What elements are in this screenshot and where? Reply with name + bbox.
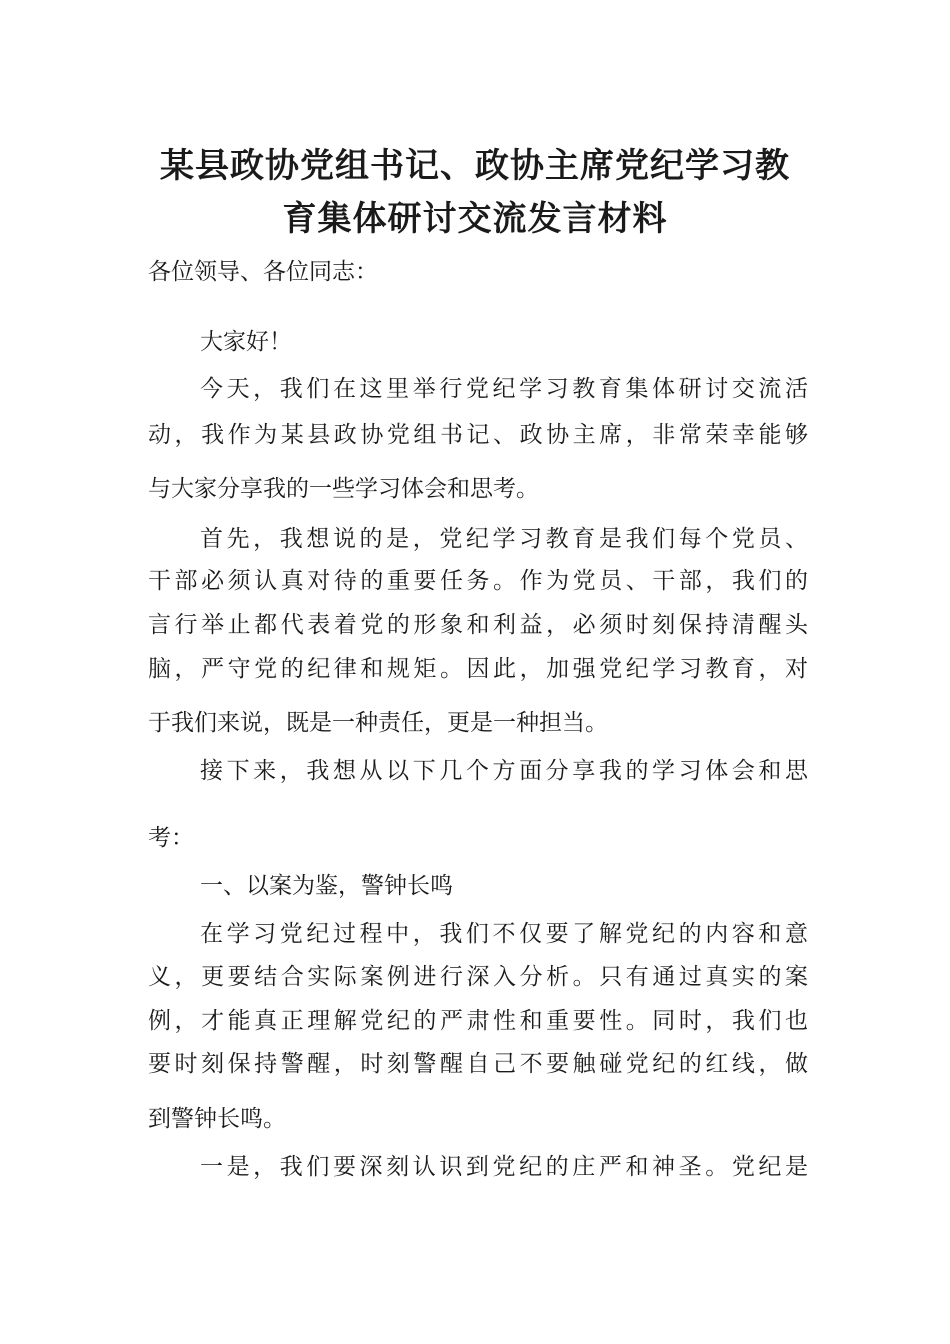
greeting: 大家好！ bbox=[200, 329, 292, 355]
body-line: 今天，我们在这里举行党纪学习教育集体研讨交流活 bbox=[200, 376, 808, 402]
document-title-line-2: 育集体研讨交流发言材料 bbox=[282, 199, 668, 239]
salutation: 各位领导、各位同志： bbox=[148, 259, 378, 285]
body-line: 在学习党纪过程中，我们不仅要了解党纪的内容和意 bbox=[200, 921, 808, 947]
body-line: 考： bbox=[148, 825, 194, 851]
body-line: 动，我作为某县政协党组书记、政协主席，非常荣幸能够 bbox=[148, 422, 808, 448]
body-line: 一是，我们要深刻认识到党纪的庄严和神圣。党纪是 bbox=[200, 1154, 808, 1180]
body-line: 义，更要结合实际案例进行深入分析。只有通过真实的案 bbox=[148, 964, 808, 990]
body-line: 脑，严守党的纪律和规矩。因此，加强党纪学习教育，对 bbox=[148, 656, 808, 682]
body-line: 接下来，我想从以下几个方面分享我的学习体会和思 bbox=[200, 758, 808, 784]
body-line: 例，才能真正理解党纪的严肃性和重要性。同时，我们也 bbox=[148, 1008, 808, 1034]
body-line: 干部必须认真对待的重要任务。作为党员、干部，我们的 bbox=[148, 568, 808, 594]
body-line: 到警钟长鸣。 bbox=[148, 1106, 286, 1132]
body-line: 言行举止都代表着党的形象和利益，必须时刻保持清醒头 bbox=[148, 612, 808, 638]
section-heading: 一、以案为鉴，警钟长鸣 bbox=[200, 873, 453, 899]
body-line: 与大家分享我的一些学习体会和思考。 bbox=[148, 476, 539, 502]
body-line: 于我们来说，既是一种责任，更是一种担当。 bbox=[148, 710, 608, 736]
document-title-line-1: 某县政协党组书记、政协主席党纪学习教 bbox=[160, 146, 790, 186]
body-line: 首先，我想说的是，党纪学习教育是我们每个党员、 bbox=[200, 526, 808, 552]
body-line: 要时刻保持警醒，时刻警醒自己不要触碰党纪的红线，做 bbox=[148, 1051, 808, 1077]
